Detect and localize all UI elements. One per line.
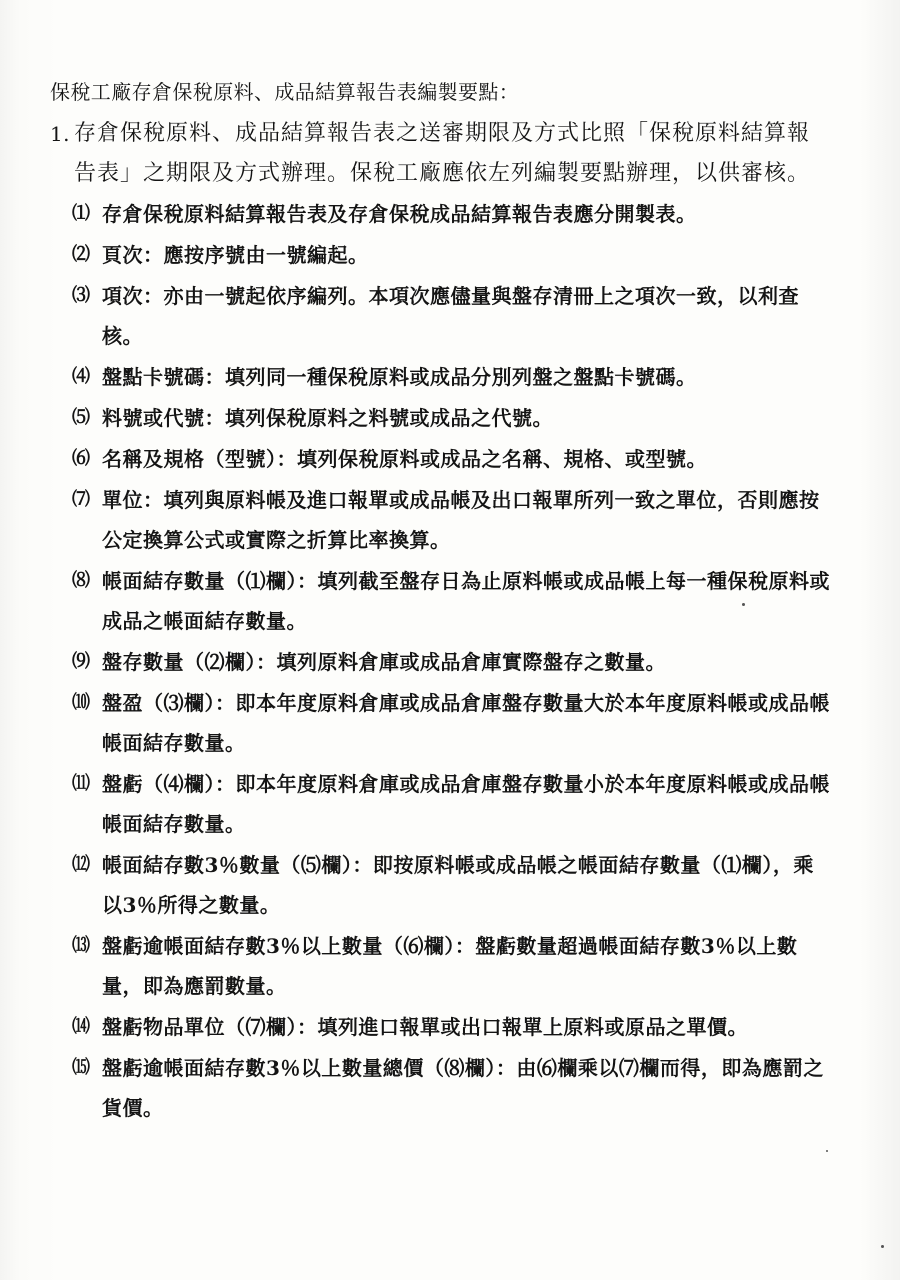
sub-item-number: ⑺ (72, 489, 91, 510)
sub-item-text: 帳面結存數3％數量（⑸欄）：即按原料帳或成品帳之帳面結存數量（⑴欄），乘以3％所得之數量。 (102, 853, 814, 917)
sub-item-12 (72, 845, 830, 925)
sub-item-number: ⑵ (72, 244, 91, 265)
sub-item-13 (72, 926, 830, 1006)
sub-item-text: 帳面結存數量（⑴欄）：填列截至盤存日為止原料帳或成品帳上每一種保稅原料或成品之帳面結存數量。 (102, 569, 830, 633)
sub-item-1 (72, 194, 830, 234)
sub-item-15 (72, 1048, 830, 1128)
sub-item-number: ⑴ (72, 203, 91, 224)
sub-item-text: 盤虧（⑷欄）：即本年度原料倉庫或成品倉庫盤存數量小於本年度原料帳或成品帳帳面結存數量。 (102, 772, 830, 836)
main-item-text: 存倉保稅原料、成品結算報告表之送審期限及方式比照「保稅原料結算報告表」之期限及方式辦理。保稅工廠應依左列編製要點辦理，以供審核。 (74, 121, 811, 186)
sub-item-number: ⑻ (72, 570, 91, 591)
sub-item-number: ⑼ (72, 651, 91, 672)
sub-item-7 (72, 480, 830, 560)
sub-item-6 (72, 439, 830, 479)
main-item-number: 1. (50, 122, 70, 146)
sub-item-3 (72, 276, 830, 356)
sub-item-number: ⑾ (72, 773, 91, 794)
sub-item-text: 頁次：應按序號由一號編起。 (102, 243, 369, 267)
sub-item-4 (72, 357, 830, 397)
sub-item-text: 盤虧逾帳面結存數3％以上數量（⑹欄）：盤虧數量超過帳面結存數3％以上數量，即為應罰數量。 (102, 934, 798, 998)
sub-item-text: 盤點卡號碼：填列同一種保稅原料或成品分別列盤之盤點卡號碼。 (102, 365, 697, 389)
scan-speck (826, 1150, 828, 1152)
sub-item-text: 單位：填列與原料帳及進口報單或成品帳及出口報單所列一致之單位，否則應按公定換算公式或實際之折算比率換算。 (102, 488, 820, 552)
sub-item-9 (72, 642, 830, 682)
main-item-1 (50, 114, 830, 194)
sub-item-number: ⒂ (72, 1057, 91, 1078)
sub-item-text: 項次：亦由一號起依序編列。本項次應儘量與盤存清冊上之項次一致，以利查核。 (102, 284, 799, 348)
sub-item-11 (72, 764, 830, 844)
sub-item-text: 名稱及規格（型號）：填列保稅原料或成品之名稱、規格、或型號。 (102, 447, 707, 471)
sub-item-10 (72, 683, 830, 763)
sub-item-number: ⑸ (72, 407, 91, 428)
sub-item-5 (72, 398, 830, 438)
sub-item-8 (72, 561, 830, 641)
sub-item-14 (72, 1007, 830, 1047)
sub-item-number: ⒁ (72, 1016, 91, 1037)
sub-item-text: 盤虧物品單位（⑺欄）：填列進口報單或出口報單上原料或原品之單價。 (102, 1015, 748, 1039)
sub-item-text: 料號或代號：填列保稅原料之料號或成品之代號。 (102, 406, 553, 430)
document-heading: 保稅工廠存倉保稅原料、成品結算報告表編製要點： (50, 80, 520, 104)
sub-item-text: 盤盈（⑶欄）：即本年度原料倉庫或成品倉庫盤存數量大於本年度原料帳或成品帳帳面結存數量。 (102, 691, 830, 755)
sub-item-number: ⑽ (72, 692, 91, 713)
document-body (50, 72, 830, 1129)
sub-item-text: 盤虧逾帳面結存數3％以上數量總價（⑻欄）：由⑹欄乘以⑺欄而得，即為應罰之貨價。 (102, 1056, 824, 1120)
scan-speck (742, 603, 745, 606)
sub-item-number: ⑹ (72, 448, 91, 469)
sub-item-list (72, 194, 830, 1128)
sub-item-number: ⑷ (72, 366, 91, 387)
scan-speck (881, 1245, 884, 1248)
sub-item-number: ⒀ (72, 935, 91, 956)
sub-item-text: 存倉保稅原料結算報告表及存倉保稅成品結算報告表應分開製表。 (102, 202, 697, 226)
sub-item-2 (72, 235, 830, 275)
sub-item-number: ⑿ (72, 854, 91, 875)
sub-item-number: ⑶ (72, 285, 91, 306)
sub-item-text: 盤存數量（⑵欄）：填列原料倉庫或成品倉庫實際盤存之數量。 (102, 650, 666, 674)
